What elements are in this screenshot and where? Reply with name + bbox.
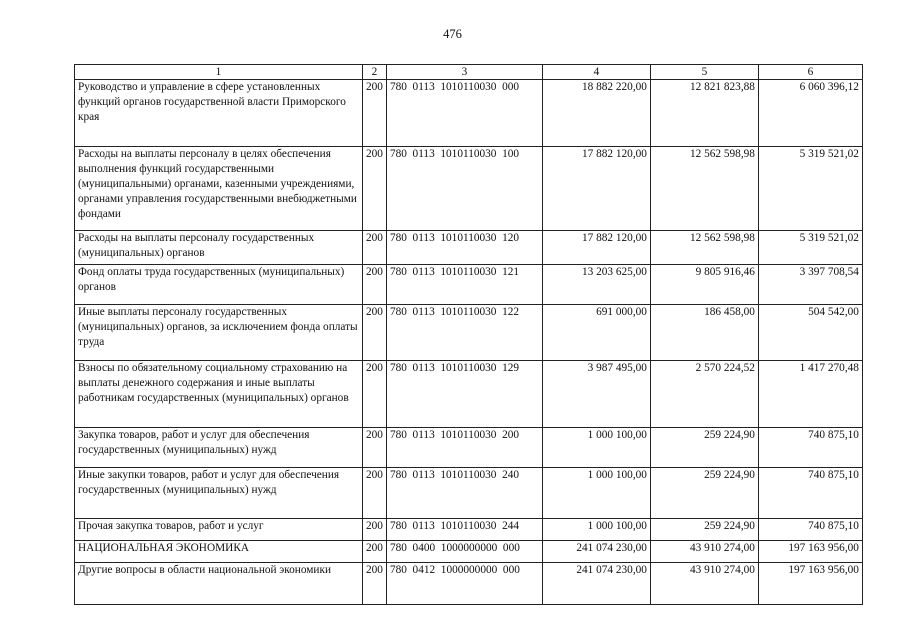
row-grbs: 200 bbox=[363, 305, 387, 361]
row-value-5: 186 458,00 bbox=[650, 305, 758, 361]
row-value-6: 740 875,10 bbox=[758, 468, 862, 519]
table-row bbox=[75, 361, 863, 428]
col-header-1: 1 bbox=[75, 65, 363, 80]
row-code: 780 0412 1000000000 000 bbox=[386, 563, 542, 605]
row-value-4: 17 882 120,00 bbox=[542, 147, 650, 231]
col-header-5: 5 bbox=[650, 65, 758, 80]
row-code: 780 0113 1010110030 200 bbox=[386, 428, 542, 468]
row-code: 780 0113 1010110030 120 bbox=[386, 231, 542, 265]
table-row bbox=[75, 80, 863, 147]
row-value-4: 13 203 625,00 bbox=[542, 265, 650, 305]
row-value-4: 1 000 100,00 bbox=[542, 428, 650, 468]
row-grbs: 200 bbox=[363, 231, 387, 265]
row-name: Фонд оплаты труда государственных (муниципальных) органов bbox=[75, 265, 363, 305]
row-grbs: 200 bbox=[363, 361, 387, 428]
row-value-4: 3 987 495,00 bbox=[542, 361, 650, 428]
row-value-5: 259 224,90 bbox=[650, 519, 758, 541]
table-row bbox=[75, 231, 863, 265]
row-value-5: 9 805 916,46 bbox=[650, 265, 758, 305]
row-value-5: 2 570 224,52 bbox=[650, 361, 758, 428]
row-code: 780 0400 1000000000 000 bbox=[386, 541, 542, 563]
row-value-4: 241 074 230,00 bbox=[542, 563, 650, 605]
row-value-5: 43 910 274,00 bbox=[650, 541, 758, 563]
table-row bbox=[75, 541, 863, 563]
table-row bbox=[75, 563, 863, 605]
col-header-3: 3 bbox=[386, 65, 542, 80]
row-code: 780 0113 1010110030 122 bbox=[386, 305, 542, 361]
table-row bbox=[75, 305, 863, 361]
row-name: Руководство и управление в сфере установленных функций органов государственной власти Приморского края bbox=[75, 80, 363, 147]
row-name: Закупка товаров, работ и услуг для обеспечения государственных (муниципальных) нужд bbox=[75, 428, 363, 468]
row-value-4: 18 882 220,00 bbox=[542, 80, 650, 147]
row-code: 780 0113 1010110030 100 bbox=[386, 147, 542, 231]
row-grbs: 200 bbox=[363, 147, 387, 231]
row-code: 780 0113 1010110030 240 bbox=[386, 468, 542, 519]
row-grbs: 200 bbox=[363, 541, 387, 563]
row-code: 780 0113 1010110030 121 bbox=[386, 265, 542, 305]
row-value-4: 17 882 120,00 bbox=[542, 231, 650, 265]
row-code: 780 0113 1010110030 000 bbox=[386, 80, 542, 147]
col-header-6: 6 bbox=[758, 65, 862, 80]
row-value-6: 740 875,10 bbox=[758, 519, 862, 541]
row-value-6: 197 163 956,00 bbox=[758, 563, 862, 605]
table-row bbox=[75, 265, 863, 305]
row-value-5: 12 821 823,88 bbox=[650, 80, 758, 147]
budget-table bbox=[74, 64, 863, 605]
row-name: Расходы на выплаты персоналу в целях обеспечения выполнения функций государственными (муниципальными) органами, казенными учреждениями, органами управления государственными внебюджетными фондами bbox=[75, 147, 363, 231]
row-name: Иные закупки товаров, работ и услуг для обеспечения государственных (муниципальных) нужд bbox=[75, 468, 363, 519]
row-value-6: 1 417 270,48 bbox=[758, 361, 862, 428]
col-header-4: 4 bbox=[542, 65, 650, 80]
row-value-6: 5 319 521,02 bbox=[758, 147, 862, 231]
table-row bbox=[75, 147, 863, 231]
row-value-6: 3 397 708,54 bbox=[758, 265, 862, 305]
row-grbs: 200 bbox=[363, 428, 387, 468]
row-value-4: 691 000,00 bbox=[542, 305, 650, 361]
col-header-2: 2 bbox=[363, 65, 387, 80]
row-value-4: 241 074 230,00 bbox=[542, 541, 650, 563]
row-name: Взносы по обязательному социальному страхованию на выплаты денежного содержания и иные выплаты работникам государственных (муниципальных) органов bbox=[75, 361, 363, 428]
row-value-6: 504 542,00 bbox=[758, 305, 862, 361]
row-value-6: 197 163 956,00 bbox=[758, 541, 862, 563]
row-name: НАЦИОНАЛЬНАЯ ЭКОНОМИКА bbox=[75, 541, 363, 563]
table-row bbox=[75, 519, 863, 541]
row-name: Расходы на выплаты персоналу государственных (муниципальных) органов bbox=[75, 231, 363, 265]
row-name: Иные выплаты персоналу государственных (муниципальных) органов, за исключением фонда оплаты труда bbox=[75, 305, 363, 361]
row-grbs: 200 bbox=[363, 265, 387, 305]
row-value-4: 1 000 100,00 bbox=[542, 519, 650, 541]
row-value-5: 43 910 274,00 bbox=[650, 563, 758, 605]
row-value-4: 1 000 100,00 bbox=[542, 468, 650, 519]
row-grbs: 200 bbox=[363, 519, 387, 541]
row-value-5: 12 562 598,98 bbox=[650, 231, 758, 265]
row-grbs: 200 bbox=[363, 80, 387, 147]
row-name: Прочая закупка товаров, работ и услуг bbox=[75, 519, 363, 541]
row-grbs: 200 bbox=[363, 563, 387, 605]
row-value-5: 12 562 598,98 bbox=[650, 147, 758, 231]
row-grbs: 200 bbox=[363, 468, 387, 519]
row-name: Другие вопросы в области национальной экономики bbox=[75, 563, 363, 605]
row-value-5: 259 224,90 bbox=[650, 428, 758, 468]
row-value-6: 6 060 396,12 bbox=[758, 80, 862, 147]
row-value-6: 740 875,10 bbox=[758, 428, 862, 468]
row-code: 780 0113 1010110030 244 bbox=[386, 519, 542, 541]
table-row bbox=[75, 428, 863, 468]
header-row bbox=[75, 65, 863, 80]
row-code: 780 0113 1010110030 129 bbox=[386, 361, 542, 428]
table-row bbox=[75, 468, 863, 519]
page-number: 476 bbox=[443, 27, 462, 41]
row-value-6: 5 319 521,02 bbox=[758, 231, 862, 265]
row-value-5: 259 224,90 bbox=[650, 468, 758, 519]
